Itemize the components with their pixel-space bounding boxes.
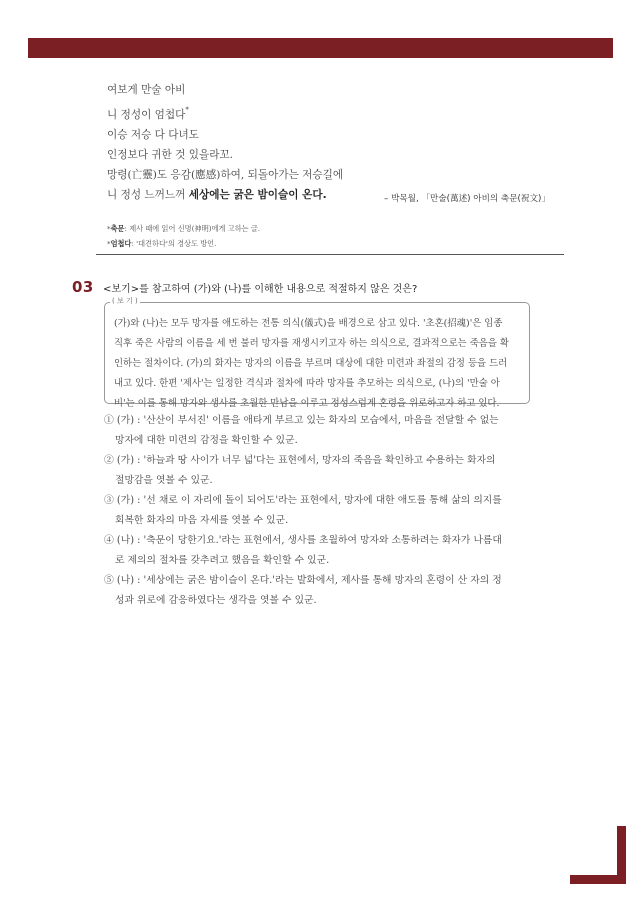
poem-emphasis: 세상에는 굵은 밤이슬이 온다.	[188, 189, 327, 201]
bogi-line: 비'는 이를 통해 망자와 생사를 초월한 만남을 이루고 정성스럽게 혼령을 위로하고자 하고 있다.	[114, 398, 500, 409]
footnote-item: *축문: 제사 때에 읽어 신명(神明)에게 고하는 글.	[107, 224, 261, 233]
bogi-text	[114, 314, 518, 414]
footnote-term: 엄첩다	[110, 239, 132, 248]
option-5[interactable]: ⑤ (나) : '세상에는 굵은 밤이슬이 온다.'라는 발화에서, 제사를 통해 망자의 혼령이 산 자의 정 성과 위로에 감응하였다는 생각을 엿볼 수 있군.	[104, 575, 502, 606]
option-number: ①	[104, 415, 114, 426]
option-number: ②	[104, 455, 114, 466]
poem-line: 망령(亡靈)도 응감(應感)하여, 되돌아가는 저승길에	[107, 169, 344, 181]
poem-source: – 박목월, 「만술(萬述) 아비의 축문(祝文)」	[384, 194, 550, 204]
poem-line-text: 니 정성 느꺼느꺼	[107, 189, 189, 201]
bogi-line: 직후 죽은 사람의 이름을 세 번 불러 망자를 재생시키고자 하는 의식으로, 결과적으로는 죽음을 확	[114, 338, 509, 349]
option-number: ④	[104, 535, 114, 546]
poem-line: 이승 저승 다 다녀도	[107, 129, 199, 141]
footnote-mark: *	[185, 106, 189, 114]
footnote-text: : 제사 때에 읽어 신명(神明)에게 고하는 글.	[124, 224, 261, 233]
option-4[interactable]: ④ (나) : '축문이 당한기요.'라는 표현에서, 생사를 초월하여 망자와 소통하려는 화자가 나름대 로 제의의 절차를 갖추려고 했음을 확인할 수 있군.	[104, 535, 502, 566]
section-divider	[96, 254, 564, 255]
poem-line	[107, 100, 343, 125]
bogi-label: ( 보 기 )	[112, 297, 138, 305]
poem-line: 여보게 만술 아비	[107, 84, 186, 96]
corner-mark-horizontal	[570, 875, 626, 884]
footnote-item: *엄첩다: '대견하다'의 경상도 방언.	[107, 239, 217, 248]
question-number: 03	[72, 278, 94, 296]
option-3[interactable]: ③ (가) : '선 채로 이 자리에 돌이 되어도'라는 표현에서, 망자에 대한 애도를 통해 삶의 의지를 회복한 화자의 마음 자세를 엿볼 수 있군.	[104, 495, 502, 526]
footnote-term: 축문	[110, 224, 125, 233]
bogi-line: 인하는 절차이다. (가)의 화자는 망자의 이름을 부르며 대상에 대한 미련과 좌절의 감정 등을 드러	[114, 358, 508, 369]
footnotes	[107, 221, 260, 251]
option-number: ⑤	[104, 575, 114, 586]
poem-excerpt	[107, 80, 343, 205]
option-2[interactable]: ② (가) : '하늘과 땅 사이가 너무 넓'다는 표현에서, 망자의 죽음을 확인하고 수용하는 화자의 절망감을 엿볼 수 있군.	[104, 455, 496, 486]
header-band	[28, 38, 613, 58]
poem-line	[107, 185, 343, 205]
question-text: <보기>를 참고하여 (가)와 (나)를 이해한 내용으로 적절하지 않은 것은?	[103, 284, 418, 295]
option-1[interactable]: ① (가) : '산산이 부서진' 이름을 애타게 부르고 있는 화자의 모습에서, 마음을 전달할 수 없는 망자에 대한 미련의 감정을 확인할 수 있군.	[104, 415, 499, 446]
answer-options	[104, 411, 502, 611]
bogi-line: (가)와 (나)는 모두 망자를 애도하는 전통 의식(儀式)을 배경으로 삼고 있다. '초혼(招魂)'은 임종	[114, 318, 503, 329]
poem-line-text: 니 정성이 엄첩다	[107, 109, 186, 121]
poem-line: 인정보다 귀한 것 있을라꼬.	[107, 149, 234, 161]
footnote-text: : '대견하다'의 경상도 방언.	[131, 239, 217, 248]
bogi-line: 내고 있다. 한편 '제사'는 일정한 격식과 절차에 따라 망자를 추모하는 의식으로, (나)의 '만술 아	[114, 378, 500, 389]
option-number: ③	[104, 495, 114, 506]
